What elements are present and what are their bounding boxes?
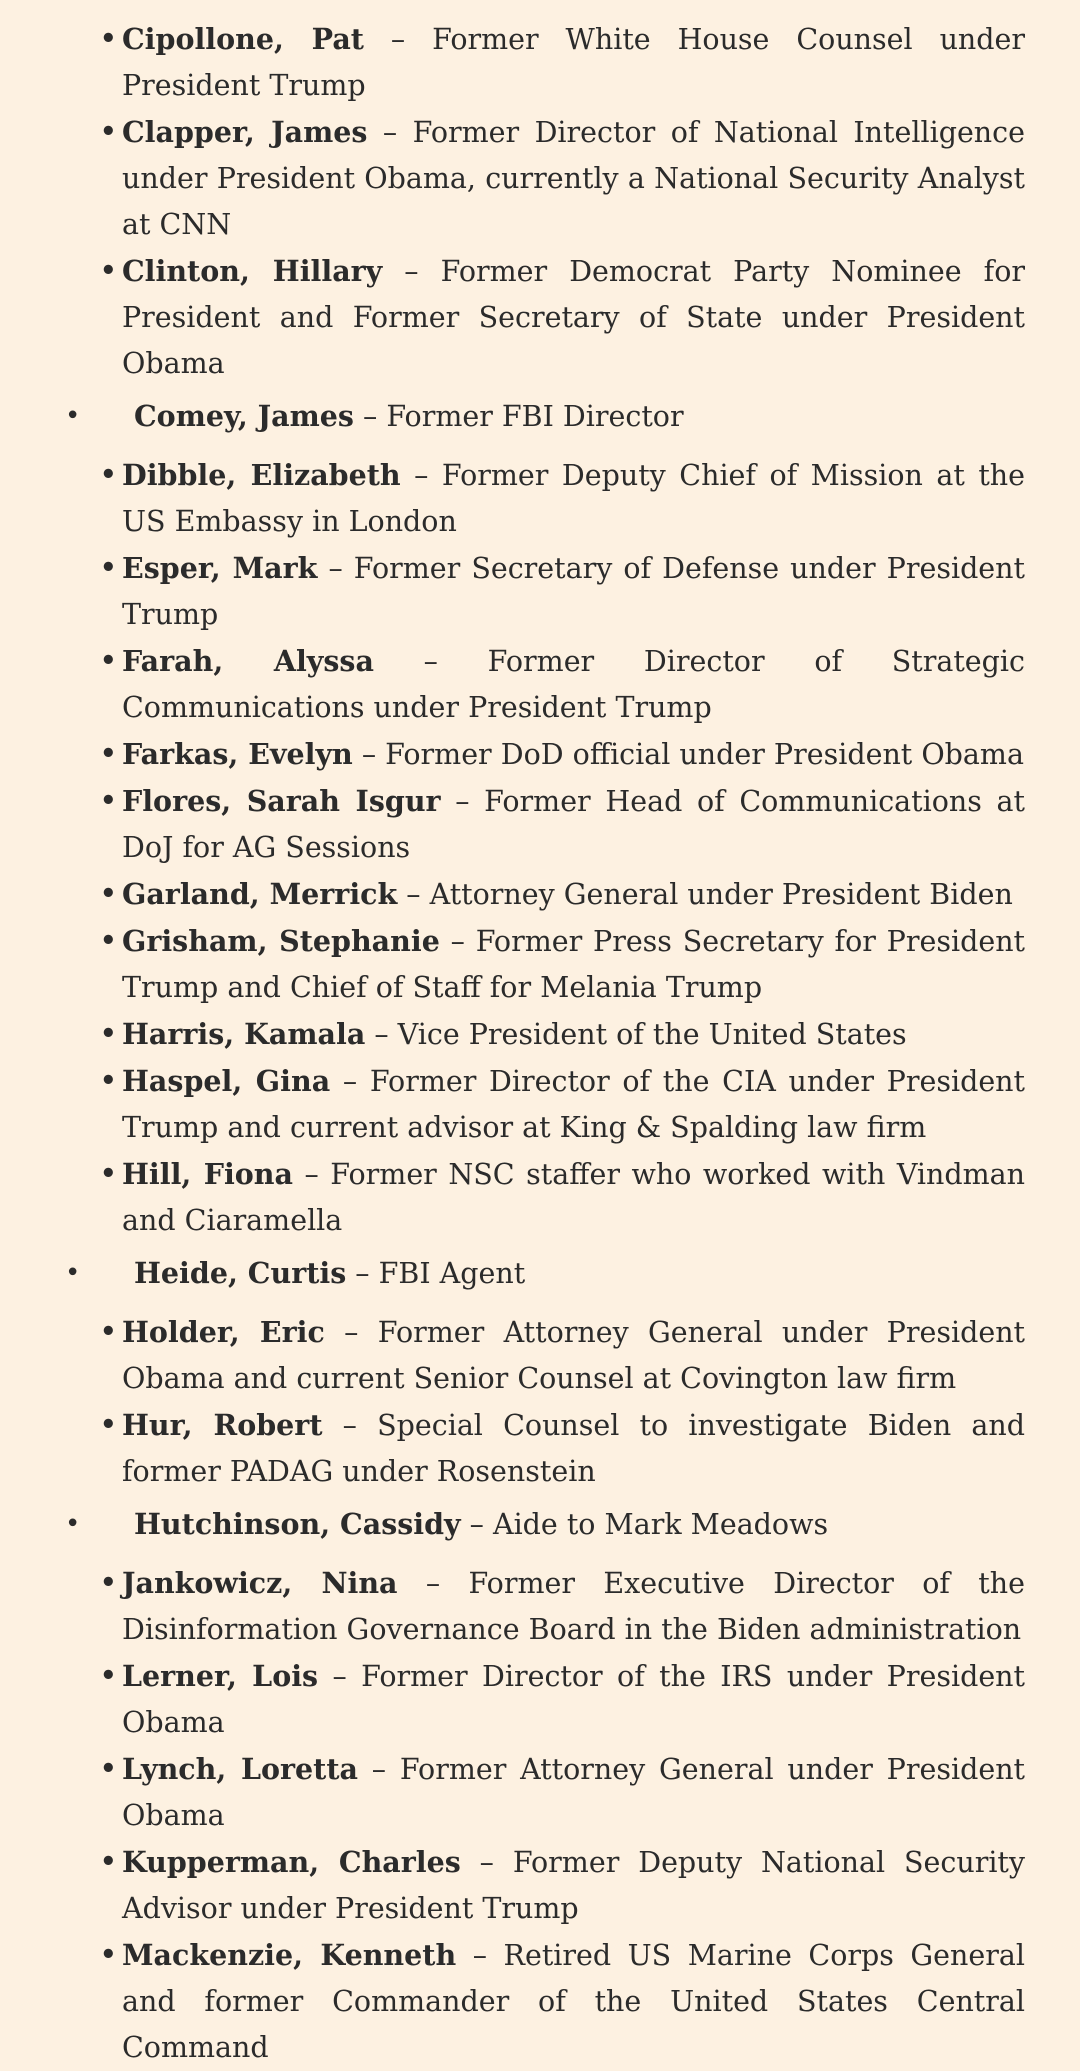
person-name: Jankowicz, Nina [122,1566,398,1600]
person-name: Mackenzie, Kenneth [122,1938,457,1972]
name-list [0,16,1080,2071]
bullet-icon: • [100,1754,117,1784]
list-item [0,1151,1080,1244]
list-item [0,1653,1080,1746]
person-name: Farah, Alyssa [122,644,374,678]
bullet-icon: • [100,460,117,490]
list-item [0,871,1080,918]
person-name: Clinton, Hillary [122,254,383,288]
person-description: Vice President of the United States [397,1018,907,1051]
person-name: Heide, Curtis [134,1256,347,1290]
list-item [0,1309,1080,1402]
bullet-icon: • [65,401,81,431]
list-item [0,1058,1080,1151]
person-description: Former Democrat Party Nominee for President and Former Secretary of State under President Obama [122,255,1026,380]
person-description: FBI Agent [378,1257,526,1290]
person-name: Cipollone, Pat [122,22,364,56]
separator-dash: – [367,116,413,149]
list-item [0,778,1080,871]
list-item [0,1011,1080,1058]
bullet-icon: • [100,1940,117,1970]
separator-dash: – [373,645,488,678]
person-description: Former Attorney General under President Obama and current Senior Counsel at Covington law firm [122,1316,1026,1395]
list-item [0,545,1080,638]
person-name: Garland, Merrick [122,877,398,911]
person-name: Hill, Fiona [122,1157,293,1191]
bullet-icon: • [100,879,117,909]
person-description: Former Director of the CIA under President Trump and current advisor at King & Spalding law firm [122,1065,1025,1144]
bullet-icon: • [100,1159,117,1189]
bullet-icon: • [100,1066,117,1096]
separator-dash: – [397,1567,469,1600]
separator-dash: – [397,878,430,911]
separator-dash: – [440,785,485,818]
person-name: Harris, Kamala [122,1017,366,1051]
bullet-icon: • [100,1317,117,1347]
separator-dash: – [330,1065,370,1098]
list-item [0,1932,1080,2071]
separator-dash: – [456,1939,504,1972]
person-name: Hur, Robert [122,1408,323,1442]
bullet-icon: • [100,1019,117,1049]
bullet-icon: • [100,1568,117,1598]
person-description: Former Director of Strategic Communications under President Trump [122,645,1025,724]
person-description: Former Director of the IRS under President Obama [122,1660,1025,1739]
bullet-icon: • [100,739,117,769]
bullet-icon: • [100,256,117,286]
separator-dash: – [400,459,442,492]
separator-dash: – [317,552,354,585]
person-description: Former Director of National Intelligence under President Obama, currently a National Security Analyst at CNN [122,116,1025,241]
bullet-icon: • [100,24,117,54]
bullet-icon: • [100,1847,117,1877]
bullet-icon: • [100,1661,117,1691]
person-name: Haspel, Gina [122,1064,331,1098]
person-description: Former Press Secretary for President Trump and Chief of Staff for Melania Trump [122,925,1026,1004]
separator-dash: – [318,1660,362,1693]
separator-dash: – [353,400,387,433]
list-item [0,393,1080,440]
separator-dash: – [439,925,476,958]
separator-dash: – [460,1508,493,1541]
separator-dash: – [292,1158,331,1191]
bullet-icon: • [100,117,117,147]
person-description: Former Head of Communications at DoJ for AG Sessions [122,785,1025,864]
person-description: Former White House Counsel under President Trump [122,23,1026,102]
person-name: Comey, James [134,399,354,433]
separator-dash: – [346,1257,379,1290]
person-description: Retired US Marine Corps General and former Commander of the United States Central Command [122,1939,1025,2064]
list-item [0,1560,1080,1653]
person-description: Former Executive Director of the Disinformation Governance Board in the Biden administration [122,1567,1025,1646]
person-description: Former Secretary of Defense under President Trump [122,552,1025,631]
person-name: Dibble, Elizabeth [122,458,401,492]
person-description: Former DoD official under President Obama [385,738,1024,771]
list-item [0,452,1080,545]
person-name: Kupperman, Charles [122,1845,461,1879]
person-name: Hutchinson, Cassidy [134,1507,461,1541]
person-description: Former Deputy Chief of Mission at the US Embassy in London [122,459,1025,538]
person-name: Flores, Sarah Isgur [122,784,441,818]
list-item [0,638,1080,731]
person-name: Clapper, James [122,115,368,149]
list-item [0,1250,1080,1297]
list-item [0,918,1080,1011]
list-item [0,1501,1080,1548]
separator-dash: – [365,1018,398,1051]
separator-dash: – [460,1846,513,1879]
person-name: Holder, Eric [122,1315,325,1349]
separator-dash: – [352,738,386,771]
separator-dash: – [382,255,441,288]
person-name: Lerner, Lois [122,1659,319,1693]
person-description: Former FBI Director [386,400,684,433]
person-name: Esper, Mark [122,551,318,585]
person-description: Special Counsel to investigate Biden and former PADAG under Rosenstein [122,1409,1026,1488]
person-name: Farkas, Evelyn [122,737,353,771]
person-name: Grisham, Stephanie [122,924,440,958]
separator-dash: – [363,23,433,56]
separator-dash: – [322,1409,378,1442]
person-description: Former NSC staffer who worked with Vindman and Ciaramella [122,1158,1025,1237]
list-item [0,731,1080,778]
list-item [0,1402,1080,1495]
bullet-icon: • [100,553,117,583]
bullet-icon: • [100,786,117,816]
bullet-icon: • [65,1258,81,1288]
person-name: Lynch, Loretta [122,1752,358,1786]
separator-dash: – [324,1316,378,1349]
bullet-icon: • [65,1509,81,1539]
list-item [0,248,1080,387]
separator-dash: – [357,1753,400,1786]
bullet-icon: • [100,646,117,676]
list-item [0,109,1080,248]
bullet-icon: • [100,1410,117,1440]
list-item [0,1746,1080,1839]
person-description: Aide to Mark Meadows [492,1508,829,1541]
person-description: Former Deputy National Security Advisor under President Trump [122,1846,1025,1925]
person-description: Attorney General under President Biden [429,878,1013,911]
bullet-icon: • [100,926,117,956]
list-item [0,16,1080,109]
list-item [0,1839,1080,1932]
person-description: Former Attorney General under President Obama [122,1753,1025,1832]
